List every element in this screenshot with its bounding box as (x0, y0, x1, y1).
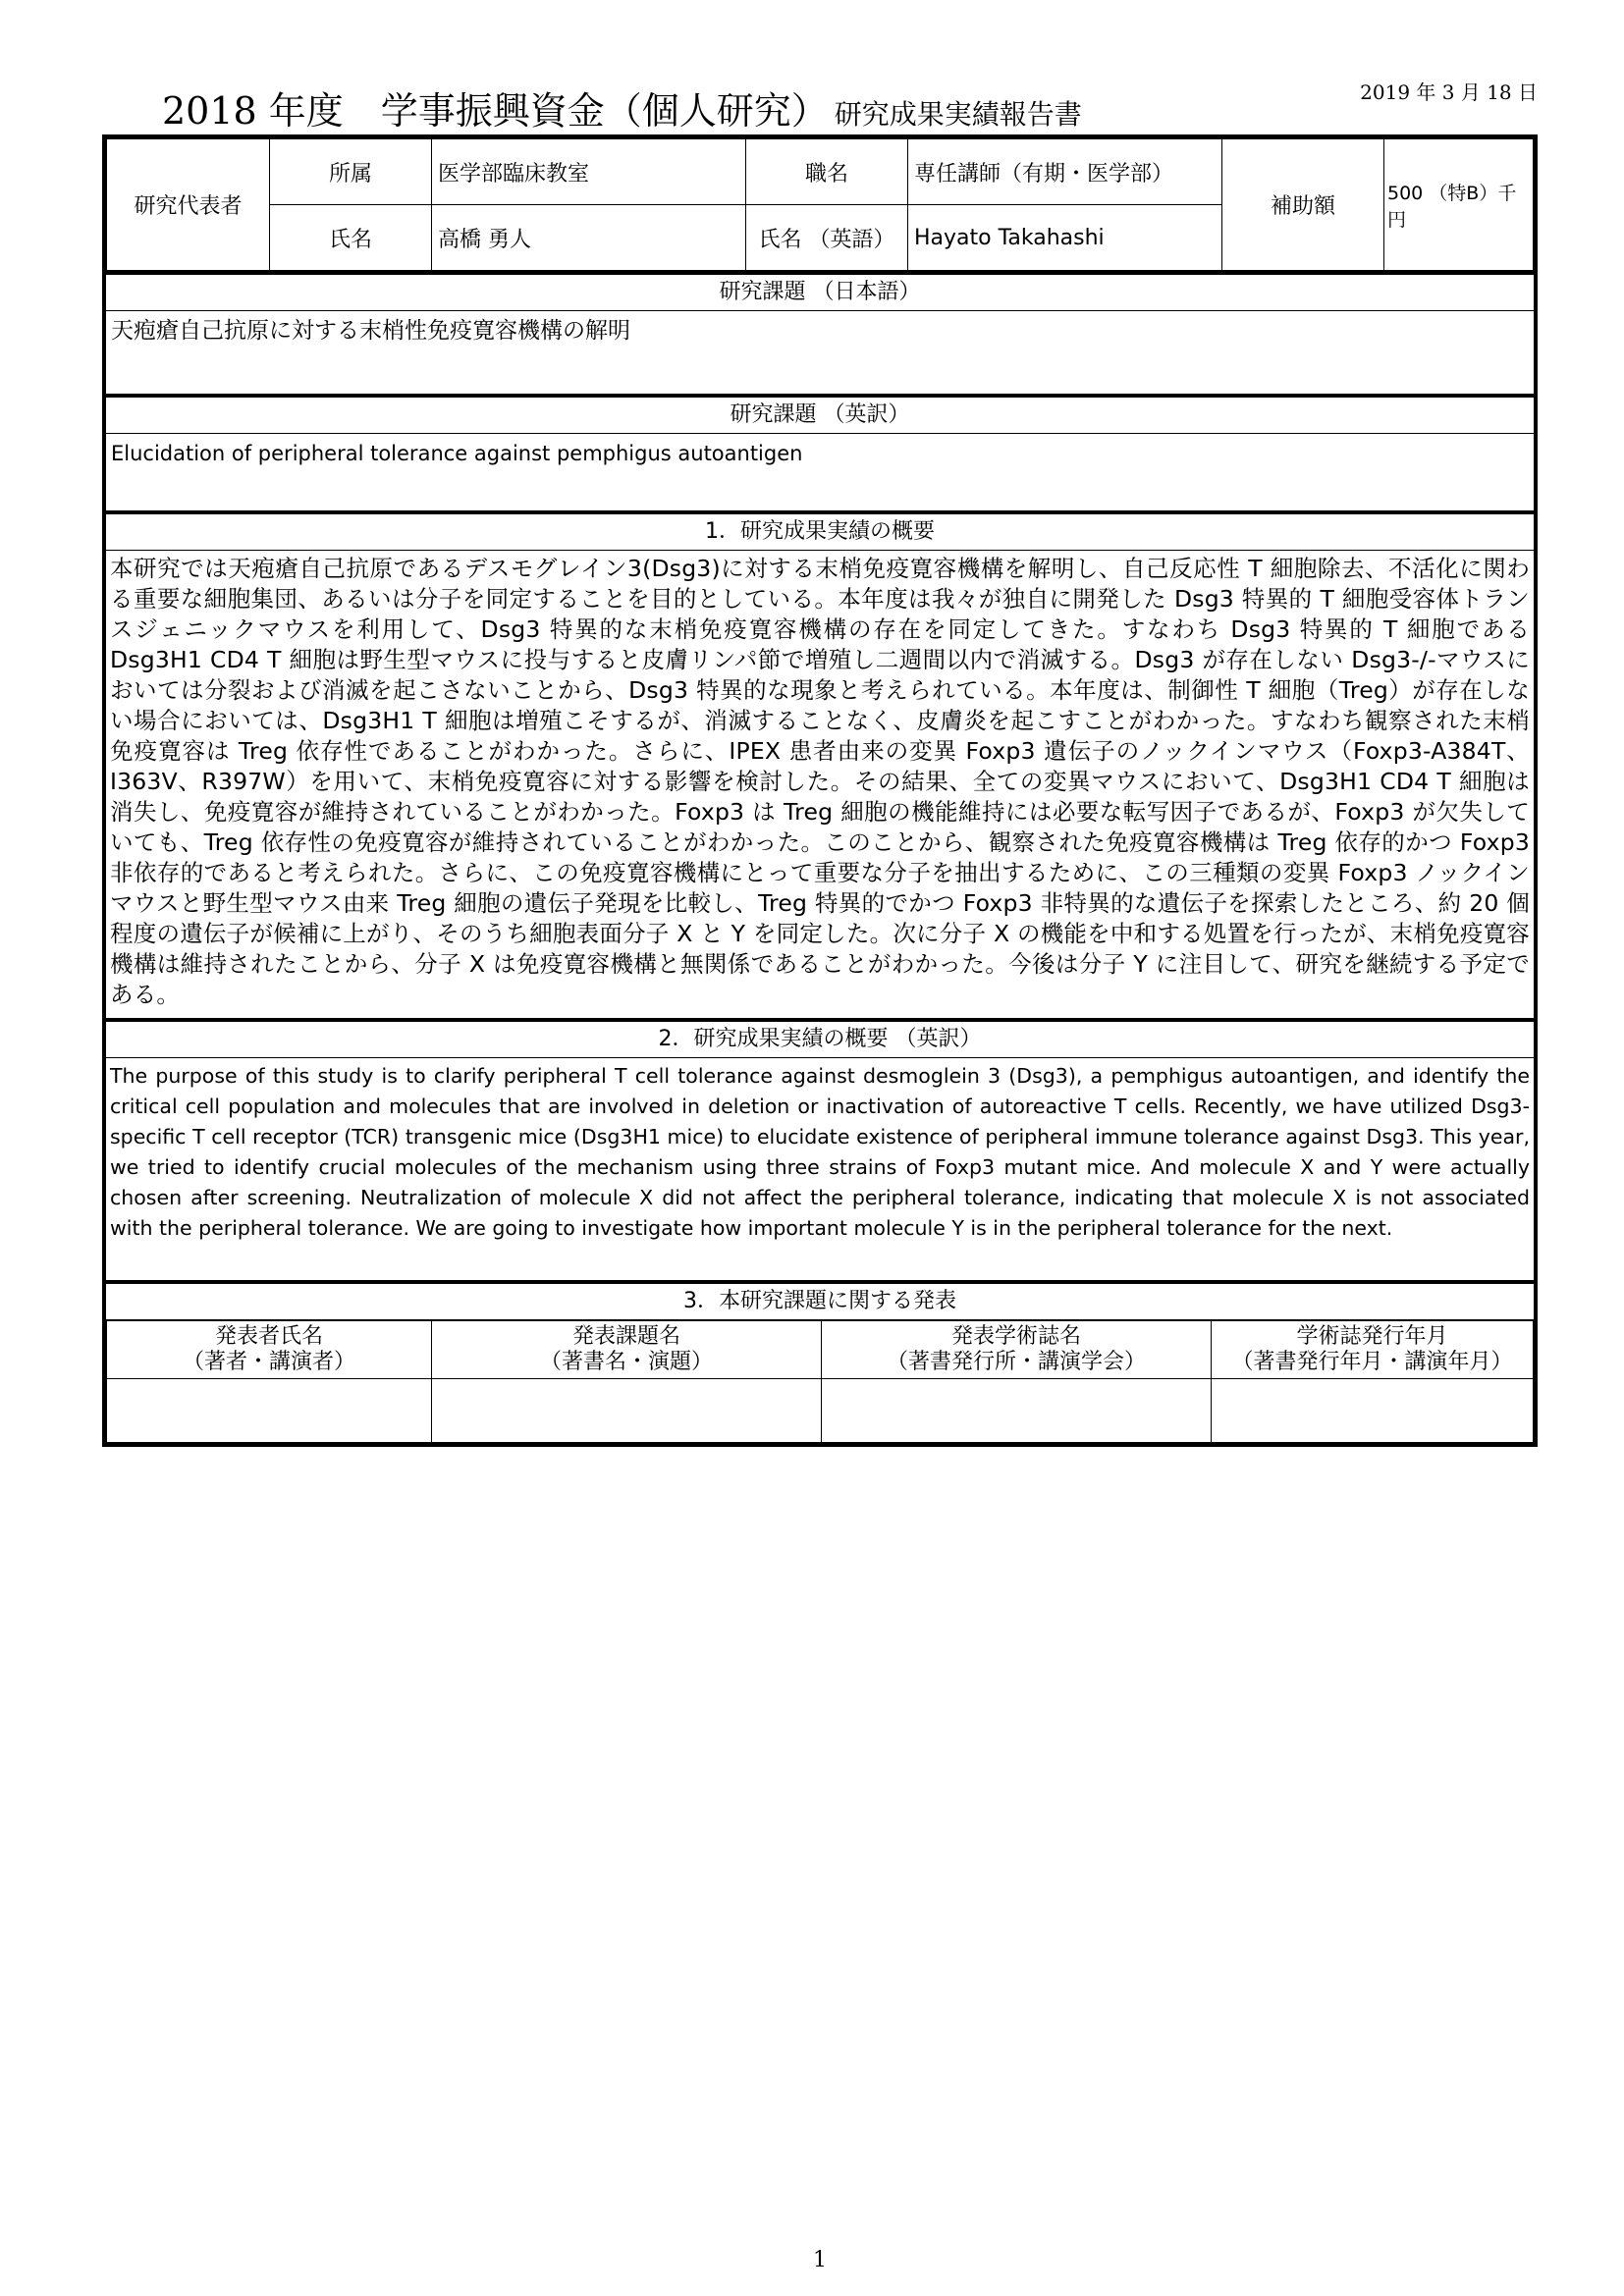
name-label: 氏名 (270, 205, 432, 271)
col-presenter-line2: （著者・講演者） (182, 1350, 355, 1374)
summary-en-text: The purpose of this study is to clarify peripheral T cell tolerance against desmoglein 3 (Dsg3), a pemphigus autoantigen, and identify the critical cell population and molecules that are involved in deletion or inactivation of autoreactive T cells. Recently, we have utilized Dsg3-specific T cell receptor (TCR) transgenic mice (Dsg3H1 mice) to elucidate existence of peripheral immune tolerance against Dsg3. This year, we tried to identify crucial molecules of the mechanism using three strains of Foxp3 mutant mice. And molecule X and Y were actually chosen after screening. Neutralization of molecule X did not affect the peripheral tolerance, indicating that molecule X is not associated with the peripheral tolerance. We are going to investigate how important molecule Y is in the peripheral tolerance for the next. (110, 1064, 1530, 1240)
publications-heading: 3．本研究課題に関する発表 (106, 1280, 1534, 1320)
name-en-label: 氏名 （英語） (746, 205, 908, 271)
report-date: 2019 年 3 月 18 日 (1360, 80, 1538, 104)
publications-table (106, 1320, 1534, 1443)
topic-en-heading: 研究課題 （英訳） (106, 394, 1534, 434)
affiliation-value: 医学部臨床教室 (432, 139, 746, 205)
topic-ja-heading: 研究課題 （日本語） (106, 271, 1534, 311)
page-number: 1 (813, 2248, 827, 2272)
col-presenter-line1: 発表者氏名 (214, 1324, 323, 1349)
col-journal-line1: 発表学術誌名 (950, 1324, 1081, 1349)
representative-label: 研究代表者 (107, 139, 270, 271)
col-title-line2: （著書名・演題） (539, 1350, 713, 1374)
table-row (107, 1379, 1534, 1443)
empty-cell (1212, 1379, 1534, 1443)
grant-value: 500 （特B）千円 (1384, 139, 1534, 271)
col-date-line2: （著書発行年月・講演年月） (1231, 1350, 1513, 1374)
position-label: 職名 (746, 139, 908, 205)
title-main: 2018 年度 学事振興資金（個人研究） (162, 89, 829, 133)
report-form (102, 134, 1538, 1447)
summary-ja-heading: 1．研究成果実績の概要 (106, 510, 1534, 551)
researcher-info-table (106, 138, 1534, 271)
empty-cell (107, 1379, 432, 1443)
page-title (162, 80, 1082, 134)
col-title-line1: 発表課題名 (571, 1324, 680, 1349)
col-journal-line2: （著書発行所・講演学会） (886, 1350, 1146, 1374)
col-journal (822, 1321, 1212, 1379)
col-date (1212, 1321, 1534, 1379)
grant-label: 補助額 (1222, 139, 1384, 271)
empty-cell (822, 1379, 1212, 1443)
affiliation-label: 所属 (270, 139, 432, 205)
col-date-line1: 学術誌発行年月 (1296, 1324, 1448, 1349)
topic-en-text: Elucidation of peripheral tolerance against pemphigus autoantigen (111, 442, 803, 465)
name-en-value: Hayato Takahashi (908, 205, 1222, 271)
col-presenter (107, 1321, 432, 1379)
summary-ja-text: 本研究では天疱瘡自己抗原であるデスモグレイン3(Dsg3)に対する末梢免疫寛容機構を解明し、自己反応性 T 細胞除去、不活化に関わる重要な細胞集団、あるいは分子を同定することを目的としている。本年度は我々が独自に開発した Dsg3 特異的 T 細胞受容体トランスジェニックマウスを利用して、Dsg3 特異的な末梢免疫寛容機構の存在を同定してきた。すなわち Dsg3 特異的 T 細胞である Dsg3H1 CD4 T 細胞は野生型マウスに投与すると皮膚リンパ節で増殖し二週間以内で消滅する。Dsg3 が存在しない Dsg3-/-マウスにおいては分裂および消滅を起こさないことから、Dsg3 特異的な現象と考えられている。本年度は、制御性 T 細胞（Treg）が存在しない場合においては、Dsg3H1 T 細胞は増殖こそするが、消滅することなく、皮膚炎を起こすことがわかった。すなわち観察された末梢免疫寛容は Treg 依存性であることがわかった。さらに、IPEX 患者由来の変異 Foxp3 遺伝子のノックインマウス（Foxp3-A384T、I363V、R397W）を用いて、末梢免疫寛容に対する影響を検討した。その結果、全ての変異マウスにおいて、Dsg3H1 CD4 T 細胞は消失し、免疫寛容が維持されていることがわかった。Foxp3 は Treg 細胞の機能維持には必要な転写因子であるが、Foxp3 が欠失していても、Treg 依存性の免疫寛容が維持されていることがわかった。このことから、観察された免疫寛容機構は Treg 依存的かつ Foxp3 非依存的であると考えられた。さらに、この免疫寛容機構にとって重要な分子を抽出するために、この三種類の変異 Foxp3 ノックインマウスと野生型マウス由来 Treg 細胞の遺伝子発現を比較し、Treg 特異的でかつ Foxp3 非特異的な遺伝子を探索したところ、約 20 個程度の遺伝子が候補に上がり、そのうち細胞表面分子 X と Y を同定した。次に分子 X の機能を中和する処置を行ったが、末梢免疫寛容機構は維持されたことから、分子 X は免疫寛容機構と無関係であることがわかった。今後は分子 Y に注目して、研究を継続する予定である。 (110, 555, 1530, 1008)
publications-header-row (107, 1321, 1534, 1379)
col-title (432, 1321, 822, 1379)
topic-ja-text: 天疱瘡自己抗原に対する末梢性免疫寛容機構の解明 (111, 318, 630, 344)
position-value: 専任講師（有期・医学部） (908, 139, 1222, 205)
empty-cell (432, 1379, 822, 1443)
name-value: 高橋 勇人 (432, 205, 746, 271)
title-sub: 研究成果実績報告書 (834, 98, 1082, 131)
summary-en-heading: 2．研究成果実績の概要 （英訳） (106, 1018, 1534, 1058)
